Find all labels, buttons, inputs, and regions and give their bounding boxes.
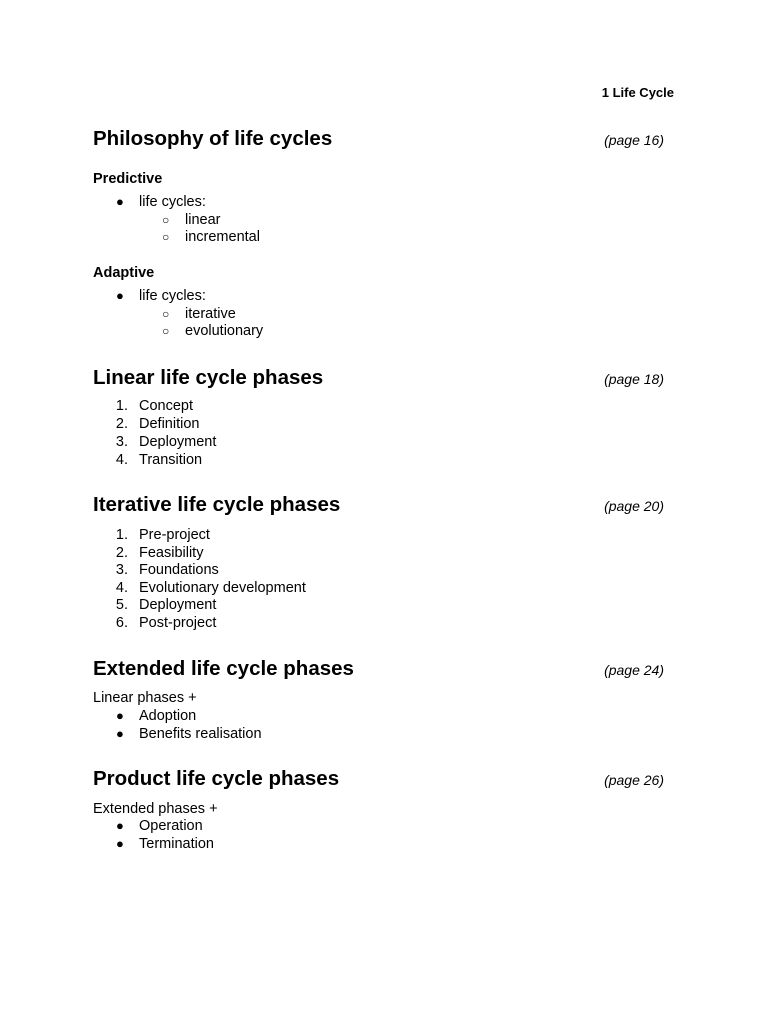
list-item: Pre-project: [139, 527, 210, 543]
list-item: life cycles:: [139, 288, 206, 304]
bullet-icon: ●: [116, 708, 124, 723]
hollow-bullet-icon: ○: [162, 213, 170, 227]
list-number: 3.: [115, 562, 128, 578]
list-number: 1.: [115, 527, 128, 543]
bullet-icon: ●: [116, 194, 124, 209]
section-iterative: [93, 492, 664, 518]
list-item: Feasibility: [139, 545, 204, 561]
bullet-icon: ●: [116, 726, 124, 741]
section-extended: [93, 656, 664, 682]
list-number: 4.: [115, 452, 128, 468]
sub-list-item: linear: [185, 212, 221, 228]
section-title: Product life cycle phases: [93, 767, 340, 790]
list-item: Evolutionary development: [139, 580, 306, 596]
hollow-bullet-icon: ○: [162, 324, 170, 338]
section-product: [93, 766, 664, 792]
section-philosophy: [93, 126, 664, 152]
section-intro: Linear phases +: [93, 690, 197, 706]
subheading-adaptive: Adaptive: [93, 265, 155, 281]
page-reference: (page 26): [604, 772, 664, 788]
list-item: life cycles:: [139, 194, 206, 210]
list-item: Operation: [139, 818, 203, 834]
section-title: Philosophy of life cycles: [93, 127, 333, 150]
list-number: 3.: [115, 434, 128, 450]
page-reference: (page 16): [604, 132, 664, 148]
list-item: Foundations: [139, 562, 219, 578]
section-intro: Extended phases +: [93, 801, 218, 817]
list-number: 5.: [115, 597, 128, 613]
chapter-header: 1 Life Cycle: [601, 85, 674, 100]
list-number: 1.: [115, 398, 128, 414]
sub-list-item: incremental: [185, 229, 260, 245]
list-number: 6.: [115, 615, 128, 631]
section-linear: [93, 365, 664, 391]
list-item: Concept: [139, 398, 194, 414]
sub-list-item: evolutionary: [185, 323, 264, 339]
bullet-icon: ●: [116, 818, 124, 833]
hollow-bullet-icon: ○: [162, 307, 170, 321]
list-item: Adoption: [139, 708, 197, 724]
hollow-bullet-icon: ○: [162, 230, 170, 244]
list-item: Benefits realisation: [139, 726, 262, 742]
list-item: Deployment: [139, 597, 217, 613]
list-item: Deployment: [139, 434, 217, 450]
list-item: Transition: [139, 452, 203, 468]
section-title: Extended life cycle phases: [93, 657, 354, 680]
list-number: 2.: [115, 545, 128, 561]
subheading-predictive: Predictive: [93, 171, 163, 187]
page-reference: (page 24): [604, 662, 664, 678]
list-number: 2.: [115, 416, 128, 432]
bullet-icon: ●: [116, 288, 124, 303]
list-item: Definition: [139, 416, 200, 432]
list-number: 4.: [115, 580, 128, 596]
sub-list-item: iterative: [185, 306, 236, 322]
page-reference: (page 20): [604, 498, 664, 514]
list-item: Termination: [139, 836, 214, 852]
section-title: Iterative life cycle phases: [93, 493, 341, 516]
page-reference: (page 18): [604, 371, 664, 387]
section-title: Linear life cycle phases: [93, 366, 324, 389]
list-item: Post-project: [139, 615, 217, 631]
bullet-icon: ●: [116, 836, 124, 851]
